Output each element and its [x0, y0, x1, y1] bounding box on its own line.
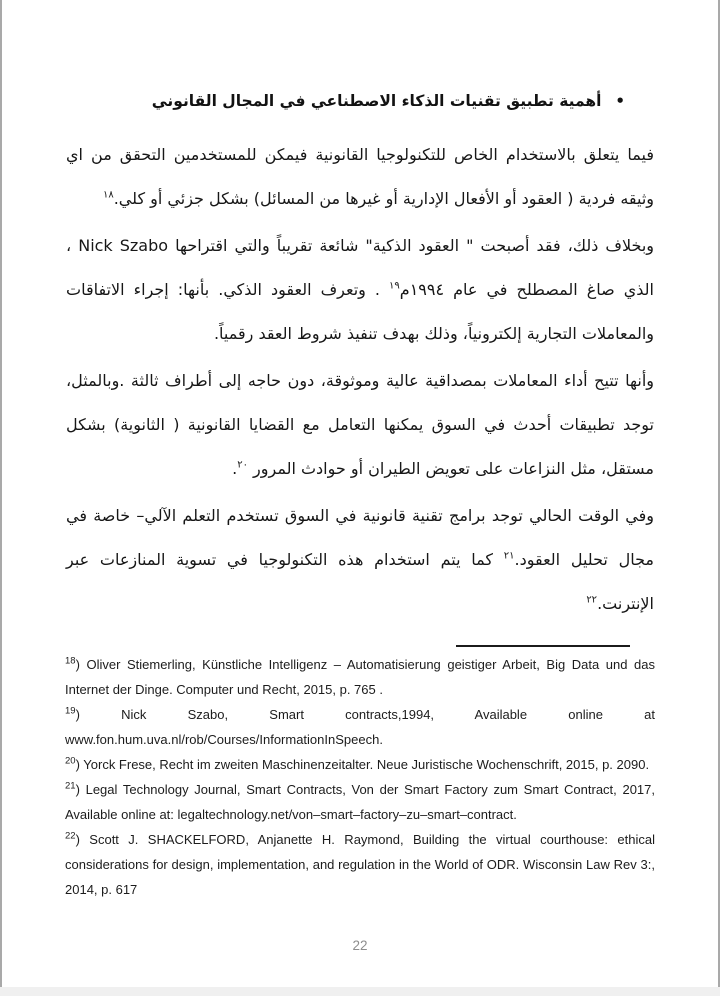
paragraph-text: . وتعرف العقود الذكي. بأنها: إجراء الاتفاقات والمعاملات التجارية إلكترونياً، وذلك بهدف تنفيذ شروط العقد رقمياً. [66, 280, 654, 343]
footnote-text: ) Oliver Stiemerling, Künstliche Intelligenz – Automatisierung geistiger Arbeit, Big Data und das Internet der Dinge. Computer und Recht, 2015, p. 765 . [65, 657, 655, 697]
footnote-19 [65, 702, 655, 752]
arabic-paragraph-1 [66, 133, 654, 221]
footnote-text: ) Nick Szabo, Smart contracts,1994, Available online at www.fon.hum.uva.nl/rob/Courses/InformationInSpeech. [65, 707, 655, 747]
arabic-paragraph-3 [66, 359, 654, 491]
footnote-text: ) Yorck Frese, Recht im zweiten Maschinenzeitalter. Neue Juristische Wochenschrift, 2015, p. 2090. [75, 757, 650, 772]
section-heading [68, 88, 625, 114]
footnote-number: 21 [65, 780, 76, 792]
footnotes-section [65, 652, 655, 902]
paragraph-text: وأنها تتيح أداء المعاملات بمصداقية عالية وموثوقة، دون حاجه إلى أطراف ثالثة .وبالمثل، توجد تطبيقات أحدث في السوق يمكنها التعامل مع القضايا القانونية ( الثانوية) بشكل مستقل، مثل النزاعات على تعويض الطيران أو حوادث المرور [66, 371, 654, 478]
footnote-number: 19 [65, 705, 76, 717]
bullet-icon: • [615, 92, 625, 110]
paragraph-text: . [232, 459, 238, 478]
footnote-ref-18: ١٨ [102, 189, 114, 201]
arabic-paragraph-2 [66, 224, 654, 356]
footnote-20 [65, 752, 655, 777]
page-number: 22 [352, 938, 368, 953]
footnote-21 [65, 777, 655, 827]
footnote-ref-20: ٢٠ [237, 459, 248, 471]
footnote-number: 20 [65, 755, 76, 767]
footnote-18 [65, 652, 655, 702]
footnote-ref-22: ٢٢ [586, 594, 598, 606]
footnote-ref-19: ١٩ [389, 280, 400, 292]
footnote-22 [65, 827, 655, 902]
paragraph-text: وفي الوقت الحالي توجد برامج تقنية قانونية في السوق تستخدم التعلم الآلي– خاصة في مجال تحليل العقود. [66, 506, 654, 569]
footnote-ref-21: ٢١ [503, 550, 515, 562]
arabic-paragraph-4 [66, 494, 654, 626]
footnote-number: 18 [65, 655, 76, 667]
body-text [66, 133, 654, 629]
paragraph-text: كما يتم استخدام هذه التكنولوجيا في تسوية المنازعات عبر الإنترنت. [66, 550, 654, 613]
footnote-text: ) Scott J. SHACKELFORD, Anjanette H. Raymond, Building the virtual courthouse: ethical considerations for design, implementation, and regulation in the World of ODR. Wisconsin Law Rev 3:, 2014, p. 617 [65, 832, 655, 897]
section-heading-text: أهمية تطبيق تقنيات الذكاء الاصطناعي في المجال القانوني [151, 92, 602, 110]
paragraph-text: وبخلاف ذلك، فقد أصبحت " العقود الذكية" شائعة تقريباً والتي اقتراحها Nick Szabo ، الذي صاغ المصطلح في عام ١٩٩٤م [66, 236, 655, 299]
paragraph-text: فيما يتعلق بالاستخدام الخاص للتكنولوجيا القانونية فيمكن للمستخدمين التحقق من اي وثيقه فردية ( العقود أو الأفعال الإدارية أو غيرها من المسائل) بشكل جزئي أو كلي. [66, 145, 654, 208]
footnote-text: ) Legal Technology Journal, Smart Contracts, Von der Smart Factory zum Smart Contract, 2017, Available online at: legaltechnology.net/von–smart–factory–zu–smart–contract. [65, 782, 655, 822]
footnote-number: 22 [65, 830, 76, 842]
footnote-separator [456, 645, 630, 647]
